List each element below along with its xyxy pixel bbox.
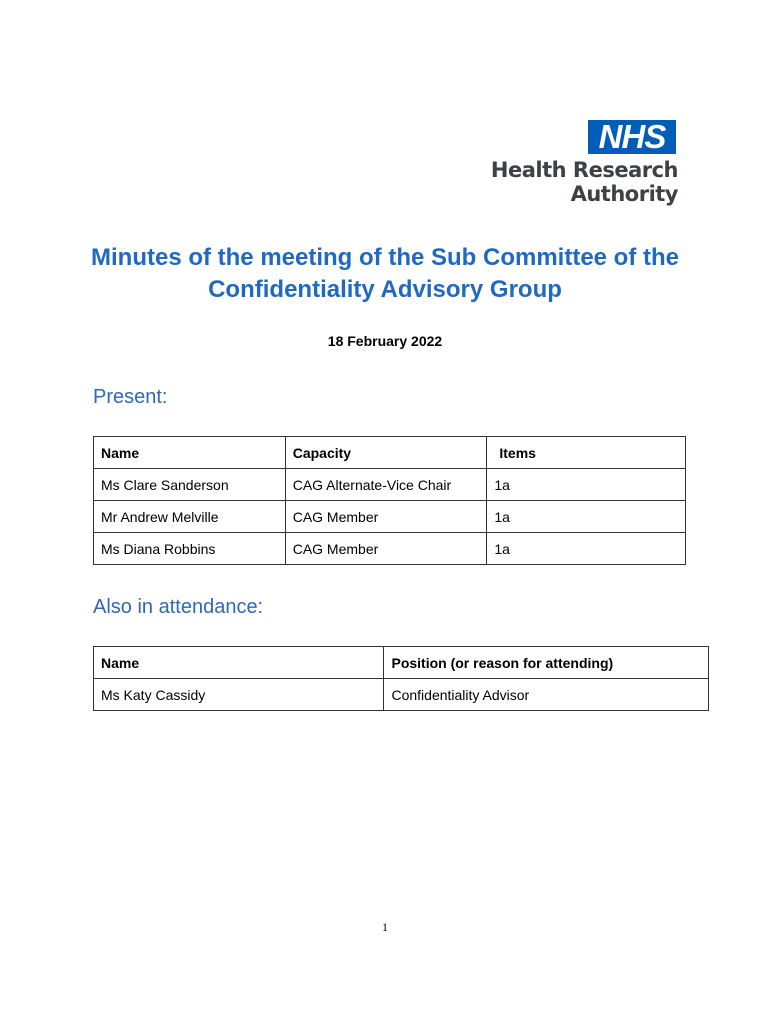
table-row — [94, 501, 686, 533]
column-header-position: Position (or reason for attending) — [384, 647, 709, 679]
cell-name: Ms Clare Sanderson — [94, 469, 286, 501]
present-table — [93, 436, 686, 565]
table-row — [94, 679, 709, 711]
page-title: Minutes of the meeting of the Sub Committee of the Confidentiality Advisory Group — [91, 244, 679, 303]
attendance-table — [93, 646, 709, 711]
column-header-items: Items — [487, 437, 686, 469]
cell-items: 1a — [487, 533, 686, 565]
table-row — [94, 533, 686, 565]
table-header-row — [94, 437, 686, 469]
cell-capacity: CAG Member — [285, 533, 487, 565]
cell-position: Confidentiality Advisor — [384, 679, 709, 711]
table-header-row — [94, 647, 709, 679]
cell-name: Mr Andrew Melville — [94, 501, 286, 533]
nhs-hra-logo — [486, 120, 678, 210]
attendance-heading: Also in attendance: — [93, 596, 264, 618]
nhs-logo-box: NHS — [588, 120, 676, 154]
column-header-name: Name — [94, 647, 384, 679]
cell-capacity: CAG Alternate-Vice Chair — [285, 469, 487, 501]
column-header-capacity: Capacity — [285, 437, 487, 469]
page-number: 1 — [382, 920, 388, 934]
cell-items: 1a — [487, 501, 686, 533]
meeting-date: 18 February 2022 — [327, 333, 443, 349]
table-row — [94, 469, 686, 501]
logo-line-authority: Authority — [570, 182, 678, 206]
cell-name: Ms Diana Robbins — [94, 533, 286, 565]
cell-capacity: CAG Member — [285, 501, 487, 533]
logo-line-health-research: Health Research — [490, 158, 678, 182]
column-header-name: Name — [94, 437, 286, 469]
present-heading: Present: — [93, 386, 168, 408]
cell-items: 1a — [487, 469, 686, 501]
cell-name: Ms Katy Cassidy — [94, 679, 384, 711]
